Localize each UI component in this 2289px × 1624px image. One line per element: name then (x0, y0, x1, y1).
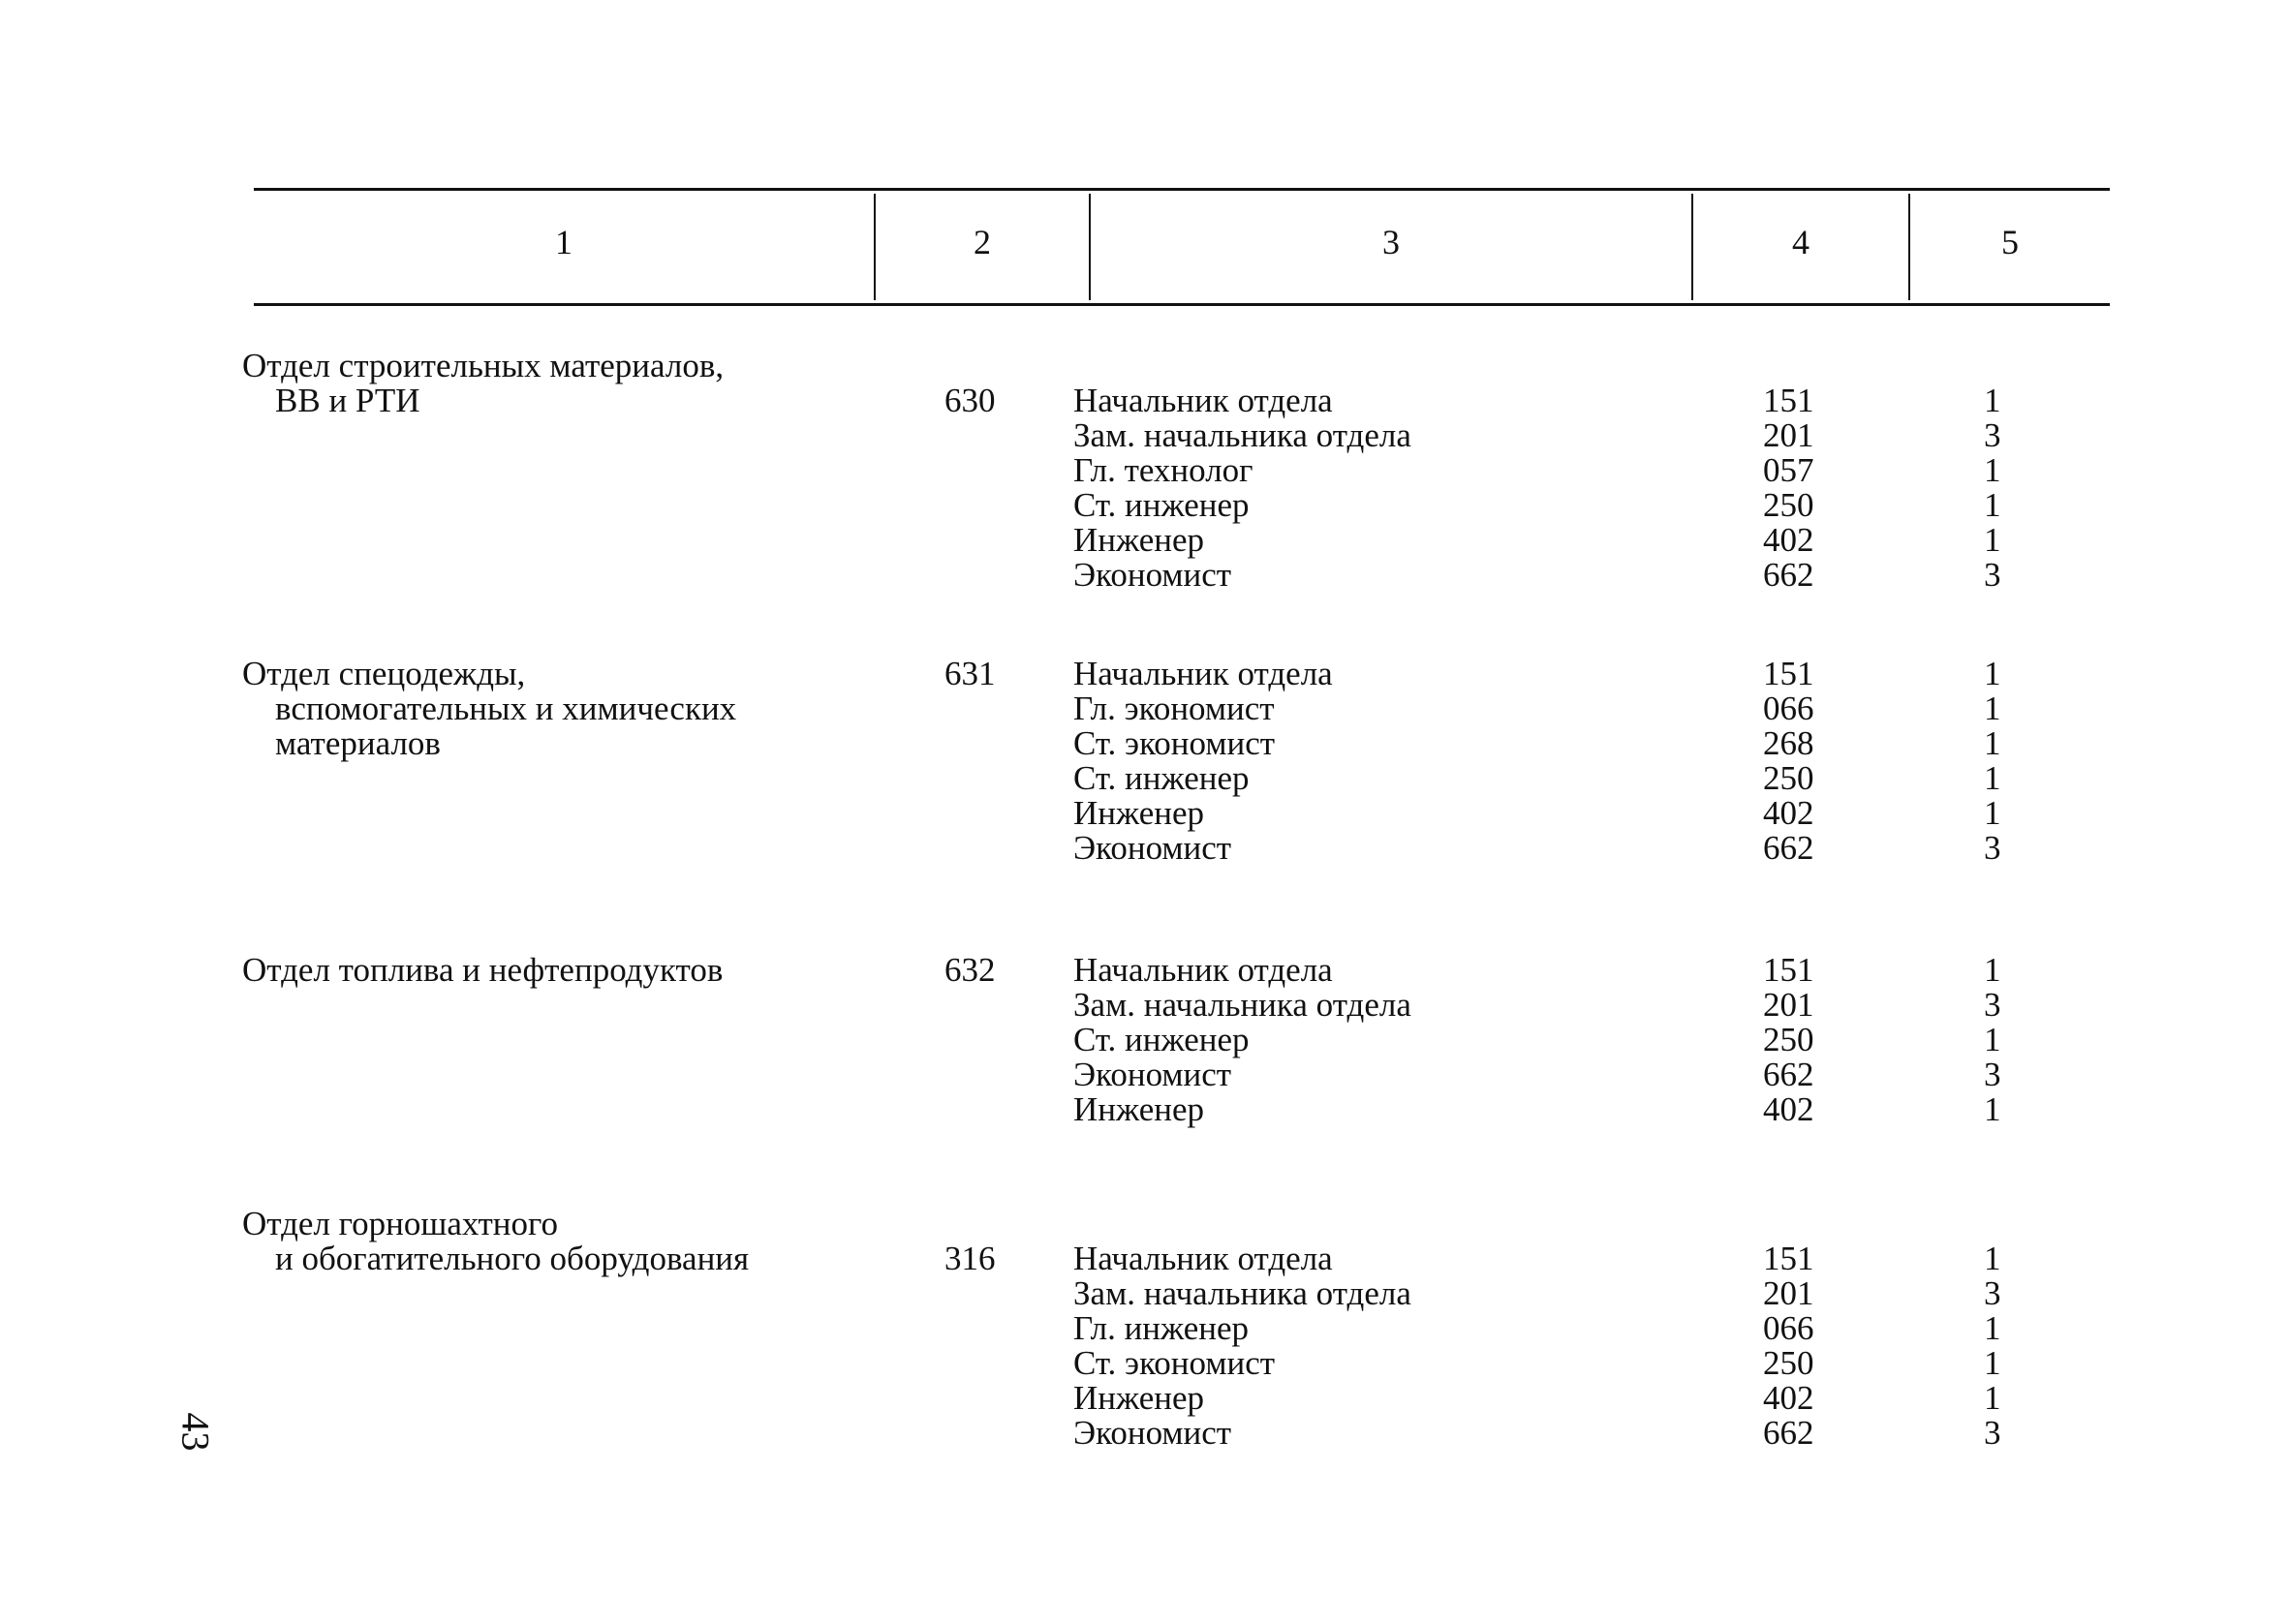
position-title: Ст. экономист (1073, 724, 1276, 762)
position-count: 3 (1984, 1274, 2001, 1312)
position-row (1073, 488, 2061, 523)
department-code: 632 (944, 951, 996, 989)
position-row (1073, 1276, 2061, 1311)
position-row (1073, 691, 2061, 726)
department-name-line: и обогатительного оборудования (275, 1240, 750, 1277)
position-code: 250 (1763, 486, 1814, 524)
position-code: 662 (1763, 1414, 1814, 1452)
position-count: 3 (1984, 556, 2001, 594)
position-count: 1 (1984, 1240, 2001, 1277)
position-row (1073, 1346, 2061, 1381)
position-code: 201 (1763, 1274, 1814, 1312)
position-title: Начальник отдела (1073, 382, 1333, 419)
position-title: Ст. инженер (1073, 486, 1250, 524)
position-title: Инженер (1073, 794, 1205, 832)
position-title: Экономист (1073, 1056, 1232, 1093)
position-code: 201 (1763, 416, 1814, 454)
department-code: 316 (944, 1240, 996, 1277)
position-count: 1 (1984, 759, 2001, 797)
position-row (1073, 453, 2061, 488)
position-title: Начальник отдела (1073, 951, 1333, 989)
position-count: 3 (1984, 416, 2001, 454)
page-number: 43 (173, 1412, 218, 1452)
position-title: Ст. экономист (1073, 1344, 1276, 1382)
position-row (1073, 988, 2061, 1023)
position-list (1073, 953, 2061, 1127)
position-title: Зам. начальника отдела (1073, 416, 1411, 454)
header-col-4: 4 (1792, 223, 1810, 261)
position-row (1073, 1092, 2061, 1127)
position-row (1073, 796, 2061, 831)
position-code: 250 (1763, 1021, 1814, 1058)
position-count: 1 (1984, 655, 2001, 692)
position-row (1073, 1381, 2061, 1416)
position-row (1073, 558, 2061, 593)
position-code: 662 (1763, 556, 1814, 594)
position-count: 1 (1984, 1379, 2001, 1417)
position-row (1073, 657, 2061, 691)
department-name-line: вспомогательных и химических (275, 689, 737, 727)
position-code: 151 (1763, 382, 1814, 419)
position-title: Инженер (1073, 521, 1205, 559)
position-row (1073, 953, 2061, 988)
position-code: 402 (1763, 1090, 1814, 1128)
position-count: 1 (1984, 486, 2001, 524)
position-list (1073, 383, 2061, 593)
position-title: Гл. экономист (1073, 689, 1275, 727)
position-count: 1 (1984, 1021, 2001, 1058)
position-title: Экономист (1073, 556, 1232, 594)
position-code: 250 (1763, 759, 1814, 797)
header-col-1: 1 (555, 223, 572, 261)
position-row (1073, 726, 2061, 761)
header-col-2: 2 (974, 223, 991, 261)
position-code: 201 (1763, 986, 1814, 1024)
position-count: 1 (1984, 689, 2001, 727)
position-list (1073, 1241, 2061, 1451)
position-title: Зам. начальника отдела (1073, 1274, 1411, 1312)
position-row (1073, 418, 2061, 453)
position-count: 3 (1984, 1414, 2001, 1452)
department-name (242, 953, 862, 988)
position-code: 402 (1763, 521, 1814, 559)
position-row (1073, 383, 2061, 418)
position-title: Экономист (1073, 1414, 1232, 1452)
position-code: 151 (1763, 1240, 1814, 1277)
position-code: 151 (1763, 951, 1814, 989)
header-col-3: 3 (1382, 223, 1400, 261)
position-title: Ст. инженер (1073, 1021, 1250, 1058)
position-count: 3 (1984, 1056, 2001, 1093)
position-title: Экономист (1073, 829, 1232, 867)
department-code: 630 (944, 382, 996, 419)
position-title: Ст. инженер (1073, 759, 1250, 797)
table-header-bottom-rule (254, 303, 2110, 306)
position-count: 3 (1984, 829, 2001, 867)
position-count: 1 (1984, 724, 2001, 762)
header-col-5: 5 (2001, 223, 2019, 261)
department-name-line: Отдел спецодежды, (242, 655, 526, 692)
position-code: 151 (1763, 655, 1814, 692)
position-code: 402 (1763, 1379, 1814, 1417)
position-count: 1 (1984, 521, 2001, 559)
department-name (242, 1207, 862, 1276)
department-name-line: материалов (275, 724, 441, 762)
position-title: Гл. технолог (1073, 451, 1253, 489)
position-count: 1 (1984, 1090, 2001, 1128)
position-code: 662 (1763, 829, 1814, 867)
department-name-line: Отдел строительных материалов, (242, 347, 725, 384)
position-title: Гл. инженер (1073, 1309, 1250, 1347)
position-title: Зам. начальника отдела (1073, 986, 1411, 1024)
position-row (1073, 761, 2061, 796)
position-row (1073, 831, 2061, 866)
position-row (1073, 1241, 2061, 1276)
department-code: 631 (944, 655, 996, 692)
table-top-rule (254, 188, 2110, 191)
department-name-line: Отдел топлива и нефтепродуктов (242, 951, 724, 989)
position-count: 1 (1984, 382, 2001, 419)
position-count: 1 (1984, 451, 2001, 489)
position-title: Начальник отдела (1073, 655, 1333, 692)
position-row (1073, 1023, 2061, 1057)
position-count: 1 (1984, 1344, 2001, 1382)
department-name (242, 657, 862, 761)
position-code: 250 (1763, 1344, 1814, 1382)
position-code: 066 (1763, 1309, 1814, 1347)
position-code: 066 (1763, 689, 1814, 727)
position-row (1073, 1416, 2061, 1451)
position-title: Начальник отдела (1073, 1240, 1333, 1277)
position-row (1073, 1311, 2061, 1346)
position-count: 1 (1984, 794, 2001, 832)
position-count: 1 (1984, 1309, 2001, 1347)
position-title: Инженер (1073, 1090, 1205, 1128)
position-code: 402 (1763, 794, 1814, 832)
position-row (1073, 523, 2061, 558)
department-name-line: ВВ и РТИ (275, 382, 420, 419)
position-code: 057 (1763, 451, 1814, 489)
department-name (242, 349, 862, 418)
position-code: 268 (1763, 724, 1814, 762)
position-title: Инженер (1073, 1379, 1205, 1417)
position-count: 1 (1984, 951, 2001, 989)
position-list (1073, 657, 2061, 866)
position-row (1073, 1057, 2061, 1092)
position-count: 3 (1984, 986, 2001, 1024)
position-code: 662 (1763, 1056, 1814, 1093)
department-name-line: Отдел горношахтного (242, 1205, 559, 1242)
